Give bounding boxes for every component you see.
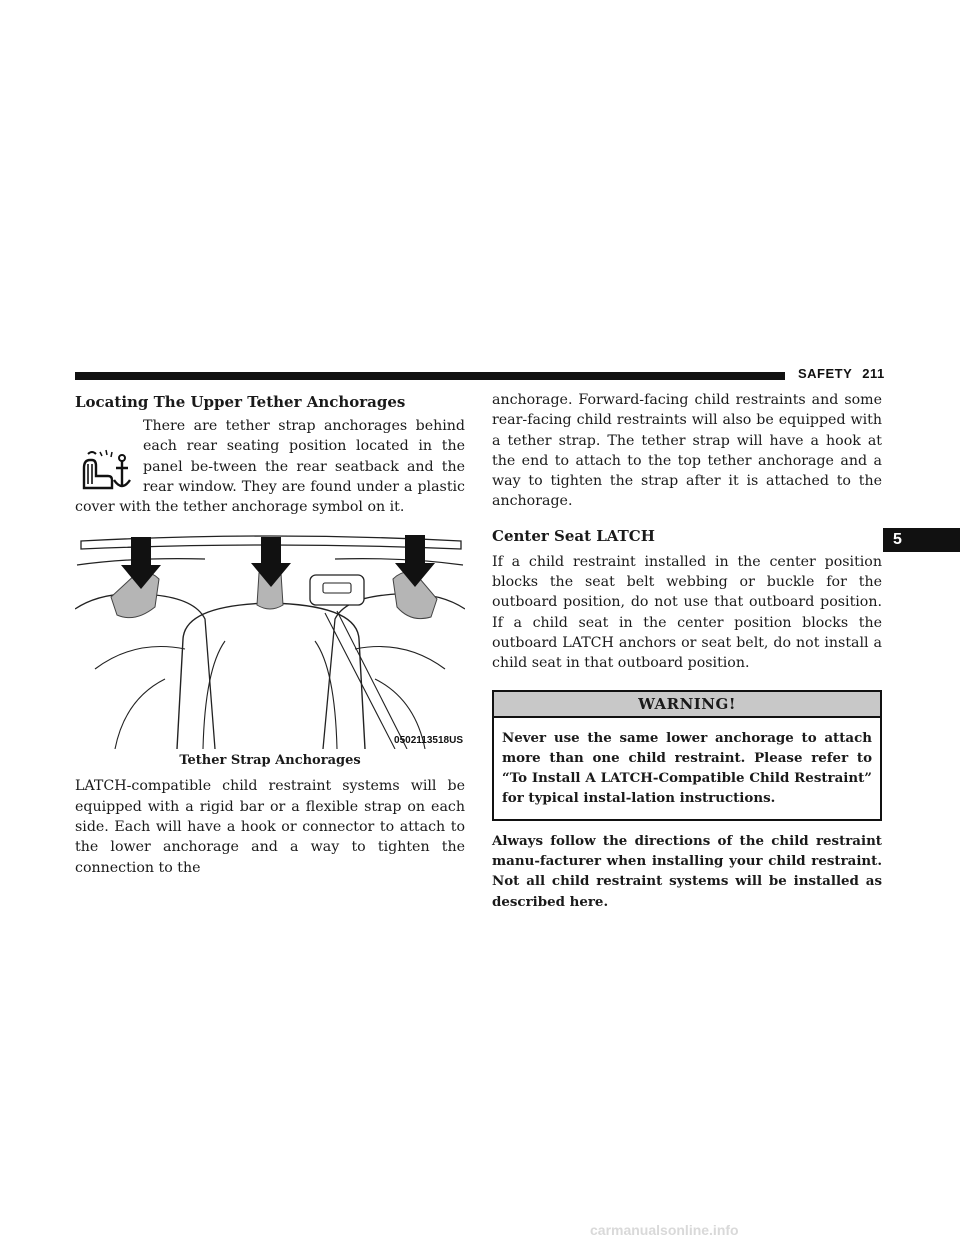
section-heading: Locating The Upper Tether Anchorages bbox=[75, 393, 406, 411]
intro-block bbox=[75, 416, 465, 517]
section-title: SAFETY bbox=[798, 366, 853, 381]
center-seat-heading: Center Seat LATCH bbox=[492, 526, 655, 545]
intro-paragraph: There are tether strap anchorages behind each rear seating position located in the panel be-tween the rear seatback and the rear window. They are found under a plastic cover with the tether anchorage symbol on it. bbox=[75, 418, 465, 516]
latch-paragraph: LATCH-compatible child restraint systems will be equipped with a rigid bar or a flexible strap on each side. Each will have a hook or connector to attach to the lower anchorage and a way to tighten the connection to the bbox=[75, 778, 465, 876]
right-column bbox=[492, 390, 882, 912]
header-rule bbox=[75, 372, 785, 380]
closing-paragraph: Always follow the directions of the child restraint manu-facturer when installing your child restraint. Not all child restraint systems will be installed as described here. bbox=[492, 832, 882, 910]
warning-box bbox=[492, 690, 882, 821]
tether-anchor-symbol-icon bbox=[78, 448, 133, 496]
running-header bbox=[798, 366, 885, 381]
warning-text: Never use the same lower anchorage to attach more than one child restraint. Please refer to “To Install A LATCH-Compatible Child Restraint” for typical instal-lation instructions. bbox=[502, 729, 872, 807]
figure-code: 0502113518US bbox=[394, 735, 463, 747]
left-column bbox=[75, 392, 465, 878]
tether-strap-anchorages-figure bbox=[75, 529, 465, 749]
page-number: 211 bbox=[862, 366, 885, 381]
figure-caption: Tether Strap Anchorages bbox=[179, 753, 361, 769]
chapter-tab: 5 bbox=[883, 528, 960, 552]
center-seat-paragraph: If a child restraint installed in the center position blocks the seat belt webbing or buckle for the outboard position, do not use that outboard position. If a child seat in the center position blocks the outboard LATCH anchors or seat belt, do not install a child seat in that outboard position. bbox=[492, 553, 882, 672]
watermark: carmanualsonline.info bbox=[590, 1222, 739, 1238]
continuation-paragraph: anchorage. Forward-facing child restraints and some rear-facing child restraints will also be equipped with a tether strap. The tether strap will have a hook at the end to attach to the top tether anchorage and a way to tighten the strap after it is attached to the anchorage. bbox=[492, 392, 882, 510]
warning-title: WARNING! bbox=[494, 692, 880, 718]
